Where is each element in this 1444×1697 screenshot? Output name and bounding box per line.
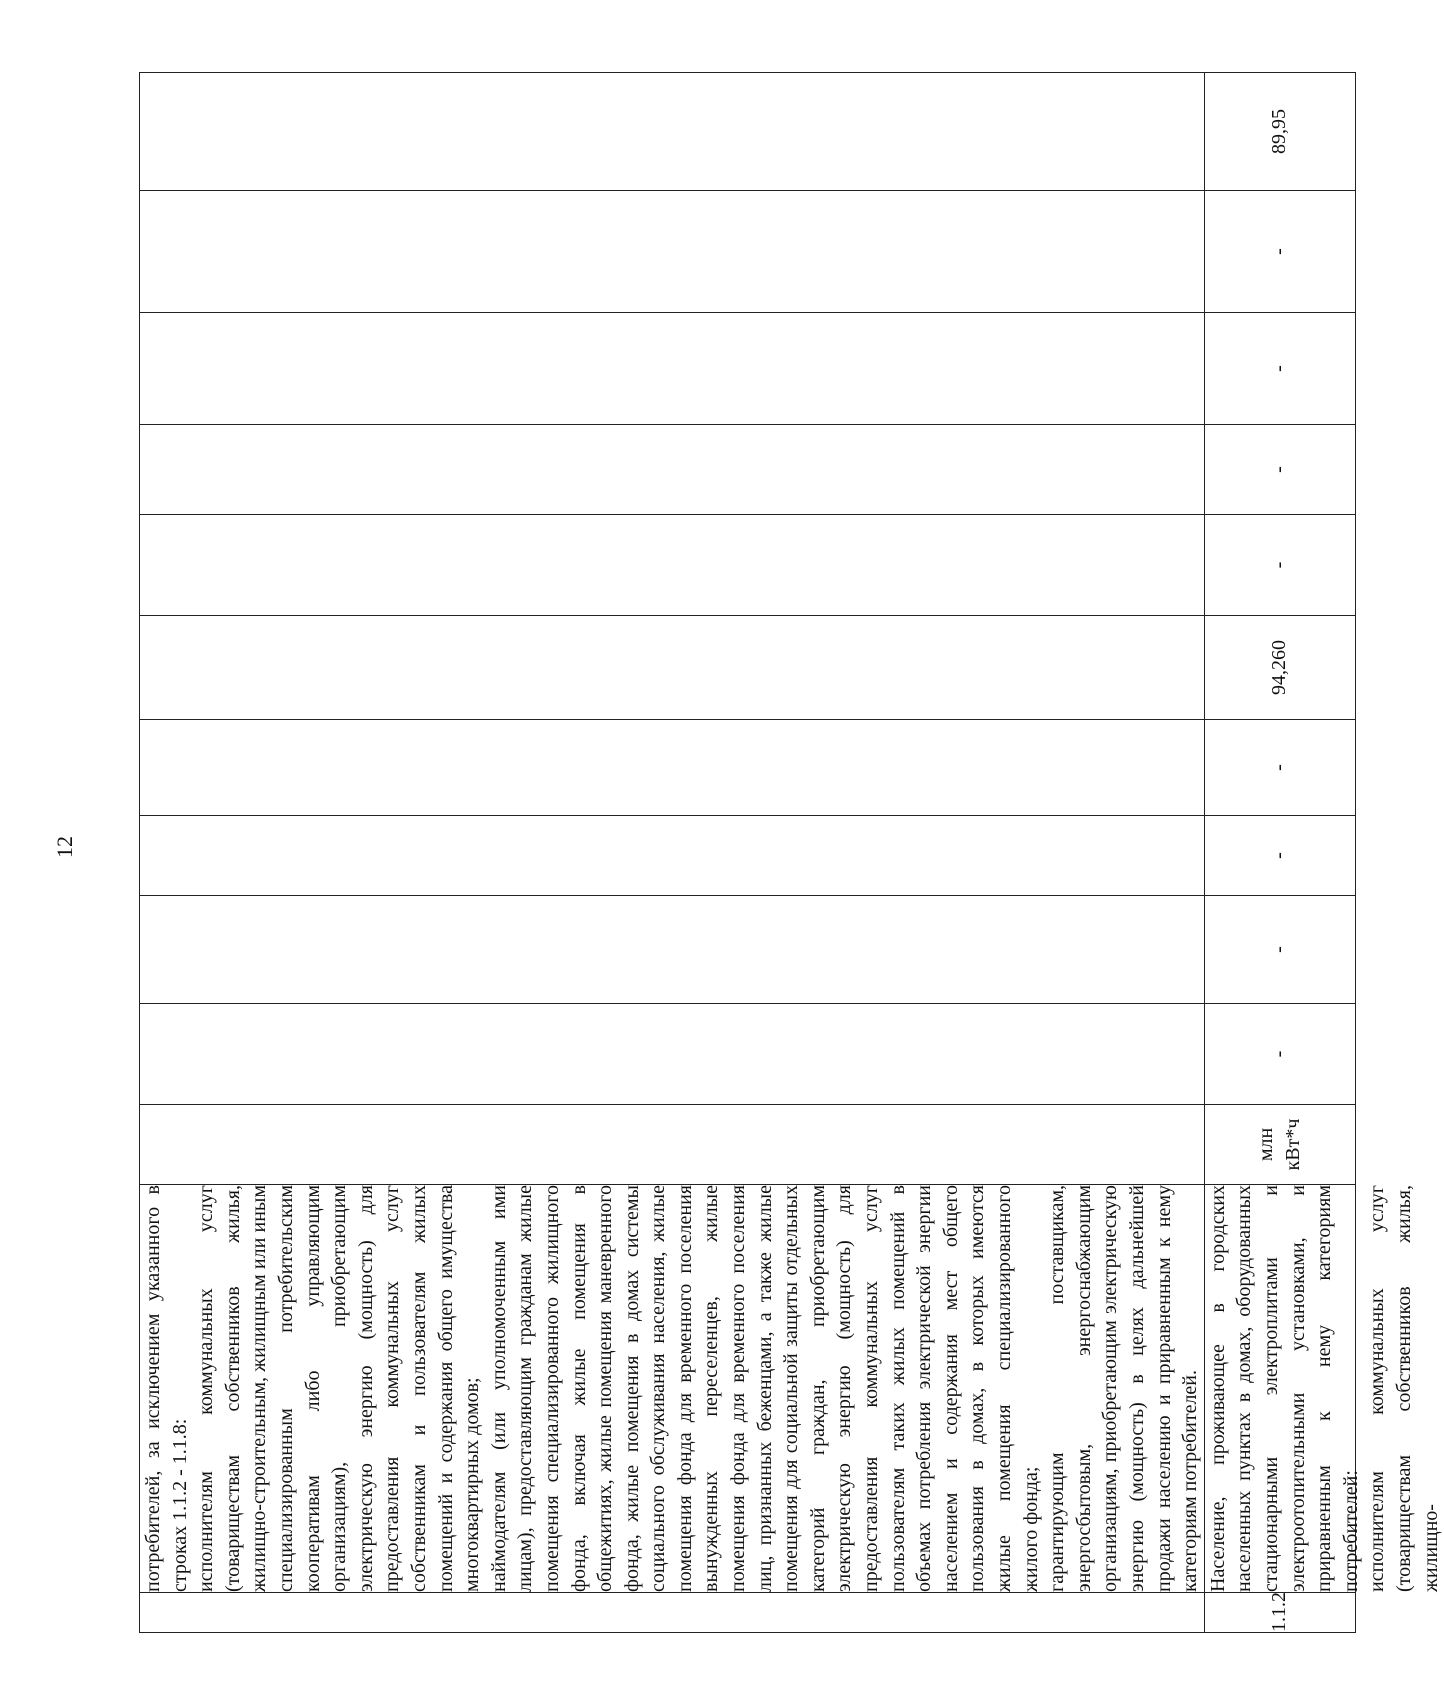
value-cell: - (1204, 515, 1355, 616)
value-cell: 94,260 (1204, 616, 1355, 720)
value-cell (140, 73, 1205, 191)
value-cell: - (1204, 896, 1355, 1004)
row-index: 1.1.2 (1204, 1593, 1355, 1633)
description-paragraph: Население, проживающее в городских населенных пунктах в домах, оборудованных стационарными электроплитами и электроотопительными установками, и приравненным к нему категориям потребителей: (1206, 1185, 1362, 1592)
row-description (1204, 1185, 1442, 1593)
value-cell: - (1204, 816, 1355, 896)
value-cell (140, 425, 1205, 515)
value-cell (140, 313, 1205, 425)
page-number: 12 (52, 836, 77, 858)
description-paragraph: гарантирующим поставщикам, энергосбытовым, энергоснабжающим организациям, приобретающим электрическую энергию (мощность) в целях дальнейшей продажи населению и приравненным к нему категориям потребителей. (1046, 1185, 1202, 1592)
table-row (1204, 73, 1355, 1633)
value-cell (140, 616, 1205, 720)
table-row (140, 73, 1205, 1633)
value-cell (140, 191, 1205, 313)
row-description (140, 1185, 1205, 1593)
value-cell: - (1204, 1004, 1355, 1105)
row-unit: млн кВт*ч (1204, 1105, 1355, 1185)
value-cell (140, 816, 1205, 896)
tariff-table (139, 72, 1442, 1633)
value-cell (140, 896, 1205, 1004)
value-cell (140, 720, 1205, 816)
row-index (140, 1593, 1205, 1633)
value-cell: - (1204, 425, 1355, 515)
value-cell (140, 515, 1205, 616)
row-unit (140, 1105, 1205, 1185)
description-paragraph: исполнителям коммунальных услуг (товариществам собственников жилья, жилищно- (1366, 1185, 1442, 1592)
description-paragraph: исполнителям коммунальных услуг (товариществам собственников жилья, жилищно-строительным, жилищным или иным специализированным потребительским кооперативам либо управляющим организациям), приобретающим электрическую энергию (мощность) для предоставления коммунальных услуг собственникам и пользователям жилых помещений и содержания общего имущества многоквартирных домов; (195, 1185, 484, 1592)
description-paragraph: наймодателям (или уполномоченным ими лицам), предоставляющим гражданам жилые помещения специализированного жилищного фонда, включая жилые помещения в общежитиях, жилые помещения маневренного фонда, жилые помещения в домах системы социального обслуживания населения, жилые помещения фонда для временного поселения вынужденных переселенцев, жилые помещения фонда для временного поселения лиц, признанных беженцами, а также жилые помещения для социальной защиты отдельных категорий граждан, приобретающим электрическую энергию (мощность) для предоставления коммунальных услуг пользователям таких жилых помещений в объемах потребления электрической энергии населением и содержания мест общего пользования в домах, в которых имеются жилые помещения специализированного жилого фонда; (487, 1185, 1042, 1592)
value-cell: - (1204, 191, 1355, 313)
value-cell: - (1204, 720, 1355, 816)
value-cell: 89,95 (1204, 73, 1355, 191)
value-cell (140, 1004, 1205, 1105)
value-cell: - (1204, 313, 1355, 425)
description-paragraph: потребителей, за исключением указанного в строках 1.1.2 - 1.1.8: (142, 1185, 191, 1592)
